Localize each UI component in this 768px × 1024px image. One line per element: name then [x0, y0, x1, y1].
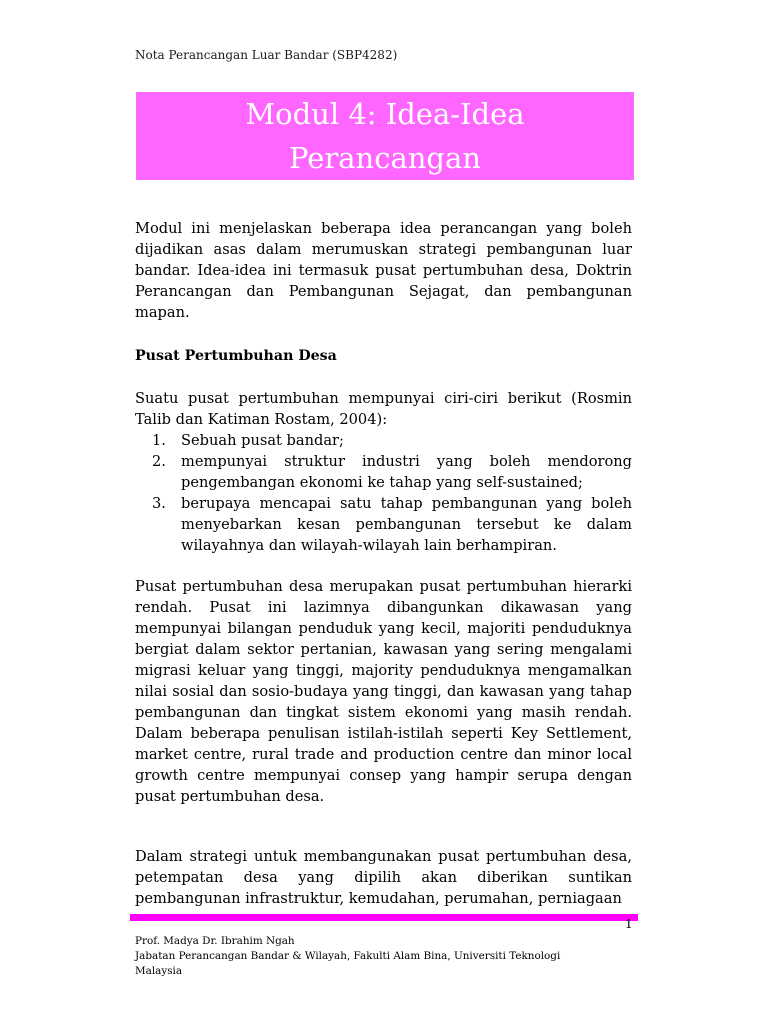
list-item	[152, 493, 632, 556]
body-paragraph: Pusat pertumbuhan desa merupakan pusat pertumbuhan hierarki rendah. Pusat ini lazimnya dibangunkan dikawasan yang mempunyai bilangan penduduk yang kecil, majoriti penduduknya bergiat dalam sektor pertanian, kawasan yang sering mengalami migrasi keluar yang tinggi, majority penduduknya mengamalkan nilai sosial dan sosio-budaya yang tinggi, dan kawasan yang tahap pembangunan dan tingkat sistem ekonomi yang masih rendah. Dalam beberapa penulisan istilah-istilah seperti Key Settlement, market centre, rural trade and production centre dan minor local growth centre mempunyai consep yang hampir serupa dengan pusat pertumbuhan desa.	[135, 578, 632, 805]
module-title-line-2: Perancangan	[289, 141, 481, 175]
list-item-number: 1.	[152, 432, 166, 449]
list-item-number: 2.	[152, 453, 166, 470]
list-item-text: mempunyai struktur industri yang boleh mendorong pengembangan ekonomi ke tahap yang self-sustained;	[181, 453, 632, 491]
section-heading: Pusat Pertumbuhan Desa	[135, 348, 337, 364]
page-number: 1	[625, 917, 633, 931]
page-footer	[135, 934, 615, 979]
module-title-line-1: Modul 4: Idea-Idea	[245, 97, 525, 131]
footer-affiliation-line-2: Malaysia	[135, 965, 183, 977]
footer-rule	[130, 914, 638, 921]
list-item-text: berupaya mencapai satu tahap pembangunan yang boleh menyebarkan kesan pembangunan tersebut ke dalam wilayahnya dan wilayah-wilayah lain berhampiran.	[181, 495, 632, 554]
list-item-number: 3.	[152, 495, 166, 512]
list-item-text: Sebuah pusat bandar;	[181, 432, 344, 449]
module-title	[136, 92, 634, 180]
characteristics-list	[152, 430, 632, 556]
list-item	[152, 451, 632, 493]
lead-paragraph: Suatu pusat pertumbuhan mempunyai ciri-ciri berikut (Rosmin Talib dan Katiman Rostam, 2004):	[135, 390, 632, 428]
intro-paragraph: Modul ini menjelaskan beberapa idea perancangan yang boleh dijadikan asas dalam merumuskan strategi pembangunan luar bandar. Idea-idea ini termasuk pusat pertumbuhan desa, Doktrin Perancangan dan Pembangunan Sejagat, dan pembangunan mapan.	[135, 220, 632, 321]
running-header: Nota Perancangan Luar Bandar (SBP4282)	[135, 48, 398, 62]
footer-affiliation-line-1: Jabatan Perancangan Bandar & Wilayah, Fakulti Alam Bina, Universiti Teknologi	[135, 950, 561, 962]
body-paragraph: Dalam strategi untuk membangunakan pusat pertumbuhan desa, petempatan desa yang dipilih akan diberikan suntikan pembangunan infrastruktur, kemudahan, perumahan, perniagaan	[135, 848, 632, 907]
list-item	[152, 430, 632, 451]
footer-author: Prof. Madya Dr. Ibrahim Ngah	[135, 935, 295, 947]
